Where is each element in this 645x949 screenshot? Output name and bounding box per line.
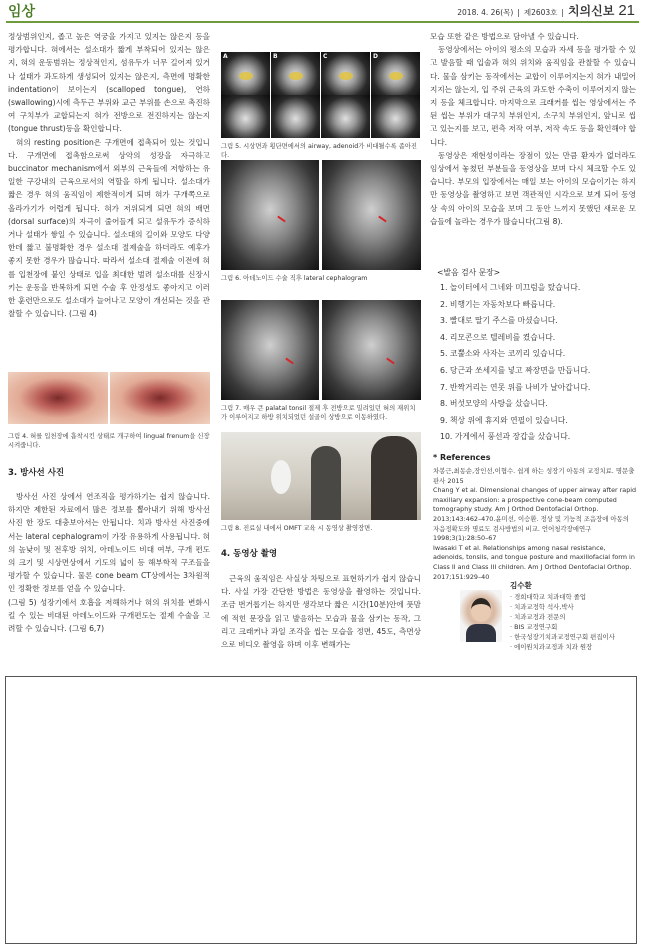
issue-number: 제2603호 — [523, 8, 558, 17]
airway-marker — [339, 72, 353, 80]
list-item: 2. 비행기는 자동차보다 빠릅니다. — [440, 299, 556, 309]
ct-sagittal-panel-a — [221, 52, 271, 95]
list-item: 6. 당근과 쏘세지를 넣고 짜장면을 만듭니다. — [440, 365, 591, 375]
paragraph: 동영상에서는 아이의 평소의 모습과 자세 등을 평가할 수 있고 발음할 때 입술과 혀의 위치와 움직임을 관찰할 수 있습니다. 물을 삼키는 동작에서는 교합이 이루어지는지 혀가 내밀어지지는 않는지, 입 주위 근육의 과도한 수축이 이루어지지 않는지 등을 체크합니다. 마지막으로 크래커를 씹는 영상에서는 주된 씹는 부위가 대구치 부위인지, 소구치 부위인지, 앞니로 씹고 있는지를 보고, 편측 저작 여부, 저작 속도 등을 확인해야 합니다. — [430, 45, 636, 147]
left-column-text-bottom — [8, 490, 210, 635]
author-credentials — [510, 592, 640, 652]
figure-8-photo — [221, 432, 421, 520]
header-meta — [457, 2, 635, 19]
panel-label: C — [323, 53, 328, 60]
ct-axial-panel — [371, 95, 421, 138]
list-item: 8. 버섯모양의 사탕을 샀습니다. — [440, 399, 548, 409]
ct-sagittal-panel-b — [271, 52, 321, 95]
list-item: 1. 놀이터에서 그네와 미끄럼을 탔습니다. — [440, 283, 581, 292]
credential-item: · 한국성장기치과교정연구회 편집이사 — [510, 633, 615, 641]
paragraph: 모습 또한 같은 방법으로 담아낼 수 있습니다. — [430, 32, 579, 41]
panel-label: D — [373, 53, 378, 60]
figure-8-caption: 그림 8. 진료실 내에서 OMFT 교육 시 동영상 촬영장면. — [221, 525, 373, 532]
panel-label: A — [223, 53, 228, 60]
figure-6-cephalogram-left — [221, 160, 319, 270]
credential-item: · 치과교정학 석사,박사 — [510, 603, 574, 611]
paragraph-text: 혀의 resting position은 구개면에 접촉되어 있는 것입니다. 구개면에 접촉함으로써 상악의 성장을 자극하고 buccinator mechanism에서 외부의 근육들에 저항하는 유일한 구강내의 근육으로서의 역할을 하게 됩니다. 설소대가 짧은 경우 혀의 움직임이 제한적이게 되며 혀가 구개쪽으로 올라가기가 어렵게 됩니다. 혀가 저위되게 되면 혀의 배면(dorsal surface)의 자극이 줄어들게 되고 설유두가 증식하거나 설태가 쌓일 수 있습니다. 설소대의 길이와 모양도 다양한데 짧고 불명확한 경우 설소대 절제술을 하더라도 예후가 좋지 못한 경우가 많습니다. 따라서 설소대 절제술 이전에 혀를 입천장에 붙인 상태로 입을 최대한 벌려 설소대를 신장시키는 운동을 반복하게 되면 수술 후 안정성도 좋아지고 이러한 훈련만으로도 설소대가 늘어나고 모양이 개선되는 것을 관찰할 수 있습니다. — [8, 137, 210, 319]
right-column-text — [430, 30, 636, 228]
ct-axial-panel — [221, 95, 271, 138]
paragraph-text: 동영상은 재현성이라는 장점이 있는 만큼 환자가 없더라도 임상에서 놓쳤던 부분들을 동영상을 보며 다시 체크할 수도 있습니다. 부모의 입장에서는 매일 보는 아이의 모습이기는 하지만 동영상을 촬영하고 보면 객관적인 시각으로 보게 되어 동영상 속의 아이의 모습을 보며 그 동안 느끼지 못했던 새로운 모습들에 놀라는 경우가 많습니다 — [430, 150, 636, 226]
references-heading: * References — [433, 453, 491, 462]
references-list — [433, 467, 637, 582]
newspaper-name: 치의신보 — [567, 4, 615, 18]
paragraph — [430, 149, 636, 228]
figure-6-caption: 그림 6. 아데노이드 수술 직후 lateral cephalogram — [221, 275, 368, 282]
page-header — [0, 0, 645, 22]
airway-marker — [389, 72, 403, 80]
person-figure — [371, 436, 417, 520]
list-item: 7. 반짝거리는 연못 위를 나비가 날아갑니다. — [440, 382, 591, 392]
list-item: 3. 빨대로 딸기 주스를 마셨습니다. — [440, 316, 558, 326]
paragraph: 방사선 사진 상에서 연조직을 평가하기는 쉽지 않습니다. 하지만 제한된 자료에서 많은 정보를 뽑아내기 위해 방사선 사진 한 장도 대충보아서는 안됩니다. 치과 방사선 사진중에서는 lateral cephalogram이 가장 유용하게 사용됩니다. 혀의 높낮이 및 전후방 위치, 아데노이드 비대 여부, 구개 편도의 크기 및 시상면상에서 기도의 넓이 등 해부학적 구조들을 평가할 수 있습니다. 물론 cone beam CT상에서는 3차원적인 정확한 정보를 얻을 수 있습니다. — [8, 492, 210, 594]
figure-ref: (그림 4) — [69, 309, 97, 319]
section-3-heading: 3. 방사선 사진 — [8, 468, 65, 478]
left-column-text-top — [8, 30, 210, 320]
header-separator: | — [517, 8, 520, 17]
figure-7-cephalogram-right — [322, 300, 421, 400]
person-figure — [311, 446, 341, 520]
list-item: 5. 코뿔소와 사자는 코끼리 있습니다. — [440, 349, 566, 359]
reference-item: Chang Y et al. Dimensional changes of upper airway after rapid maxillary expansion: a prospective cone-beam computed tomography study. Am J Orthod Dentofacial Orthop. 2013;143:462–470.윤미선, 이승환. 정상 및 기능적 조음장애 아동의 자음정확도와 명료도 검사방법의 비교. 언어청각장애연구 1998;3(1):28:50–67 — [433, 486, 637, 543]
ct-sagittal-panel-c — [321, 52, 371, 95]
header-separator: | — [561, 8, 564, 17]
checklist-title: <발음 검사 문장> — [437, 268, 501, 277]
pronunciation-checklist — [440, 280, 636, 446]
author-face — [471, 598, 491, 622]
ct-axial-panel — [321, 95, 371, 138]
figure-5-caption: 그림 5. 시상면과 횡단면에서의 airway, adenoid가 비대될수록 좁아진다. — [221, 143, 418, 159]
credential-item: · 경희대학교 치과대학 졸업 — [510, 593, 587, 601]
paragraph — [8, 136, 210, 321]
airway-marker — [239, 72, 253, 80]
figure-7-cephalogram-left — [221, 300, 319, 400]
section-title: 임상 — [8, 4, 36, 20]
figure-7-caption: 그림 7. 매우 큰 palatal tonsil 절제 후 전방으로 밀려있던 혀의 재위치가 이루어지고 하방 위치되었던 설골이 상방으로 이동하였다. — [221, 405, 416, 421]
section-4-heading: 4. 동영상 촬영 — [221, 549, 278, 559]
figure-ref: (그림 8). — [532, 216, 563, 226]
paragraph: 근육의 움직임은 사실상 차팅으로 표현하기가 쉽지 않습니다. 사실 가장 간단한 방법은 동영상을 촬영하는 것입니다. 조금 번거롭기는 하지만 생각보다 짧은 시간(10분)안에 풋맘에 적힌 문장을 읽고 발음하는 모습과 물을 삼키는 동작, 그리고 크래커나 과일 조각을 씹는 모습을 정면, 45도, 측면상으로 비디오 촬영을 하며 이후 변해가는 — [221, 574, 421, 650]
reference-item: Iwasaki T et al. Relationships among nasal resistance, adenoids, tonsils, and tongue posture and maxillofacial form in Class II and Class III children. Am J Orthod Dentofacial Orthop. 2017;151:929–40 — [433, 543, 635, 581]
author-photo — [460, 590, 502, 642]
hyoid-marker — [285, 358, 294, 365]
adenoid-marker — [277, 216, 286, 223]
author-suit — [466, 624, 496, 642]
ct-axial-panel — [271, 95, 321, 138]
hyoid-marker — [386, 358, 395, 365]
figure-6-cephalogram-right — [322, 160, 421, 270]
figure-4-photo-right — [110, 372, 210, 424]
credential-item: · 에이원치과교정과 치과 원장 — [510, 643, 593, 651]
header-rule — [6, 21, 639, 23]
paragraph: 정상범위인지, 좁고 높은 역궁을 가지고 있지는 않은지 등을 평가합니다. 혀에서는 설소대가 짧게 부착되어 있지는 않은지, 혀의 운동범위는 정상적인지, 섬유두가 너무 길어져 있거나 설태가 과도하게 생성되어 있지는 않은지, 측면에 명확한 indentation이 보이는지 (scalloped tongue), 연하(swallowing)시에 측두근 부위와 교근 부위를 손으로 촉진하여 구치부가 교합되는지 혀가 전방으로 전진하지는 않는지(tongue thrust)등을 확인합니다. — [8, 32, 210, 134]
paragraph-text: (그림 5) 성장기에서 호흡을 저해하거나 혀의 위치를 변화시킬 수 있는 비대된 아데노이드와 구개편도는 절제 수술을 고려할 수 있습니다. — [8, 597, 210, 634]
airway-marker — [289, 72, 303, 80]
adenoid-marker — [378, 216, 387, 223]
page-number: 21 — [618, 2, 635, 19]
credential-item: · BIS 교정연구회 — [510, 623, 558, 631]
camera-equipment — [271, 460, 291, 494]
ct-sagittal-panel-d — [371, 52, 421, 95]
author-name: 김수환 — [510, 581, 532, 590]
list-item: 9. 책상 위에 휴지와 연필이 있습니다. — [440, 415, 568, 425]
figure-ref: (그림 6,7) — [69, 624, 105, 634]
credential-item: · 치과교정과 전문의 — [510, 613, 566, 621]
reference-item: 차봉근,최동순,장인선,이협수. 쉽게 하는 성장기 아동의 교정치료. 명문출판사 2015 — [433, 467, 635, 485]
figure-4-caption: 그림 4. 혀를 입천장에 흡착시킨 상태로 개구하여 lingual frenum을 신장시켜줍니다. — [8, 433, 210, 449]
paragraph — [8, 596, 210, 636]
list-item: 4. 리모콘으로 텔레비를 켰습니다. — [440, 332, 556, 342]
panel-label: B — [273, 53, 278, 60]
figure-5-ct-grid — [221, 52, 421, 138]
middle-column-text — [221, 572, 421, 651]
list-item: 10. 가게에서 풍선과 장갑을 샀습니다. — [440, 432, 571, 442]
figure-4-photo-left — [8, 372, 108, 424]
issue-date: 2018. 4. 26(목) — [457, 8, 514, 17]
ad-placeholder-box — [5, 676, 637, 944]
